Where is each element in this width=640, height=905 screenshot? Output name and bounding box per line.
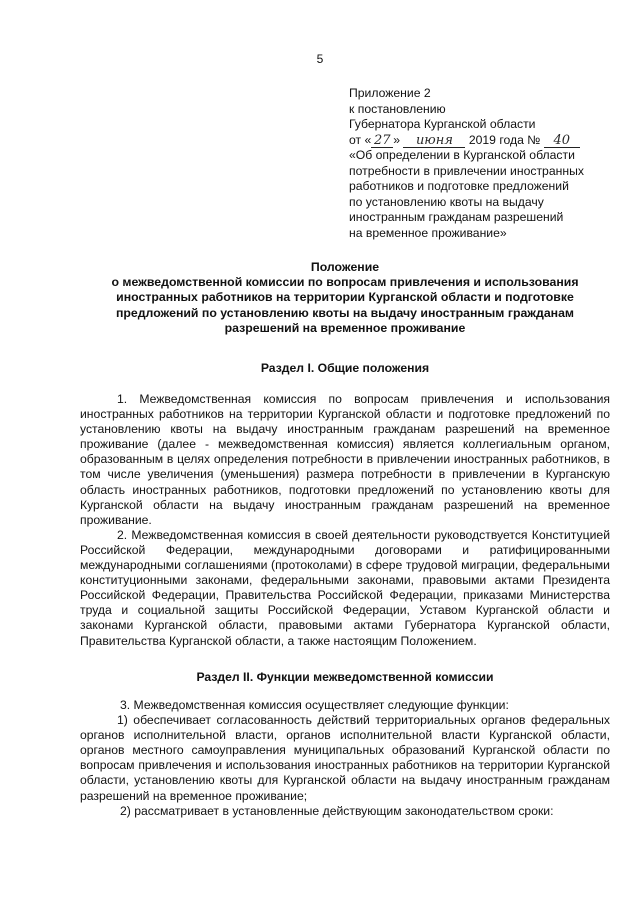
date-prefix: от « xyxy=(349,132,372,147)
handwritten-month: июня xyxy=(403,134,465,148)
document-title-line: о межведомственной комиссии по вопросам привлечения и использования xyxy=(111,275,579,290)
date-quote-close: » xyxy=(393,132,401,147)
appendix-issuer: Губернатора Курганской области xyxy=(349,117,536,131)
appendix-title-line: «Об определении в Курганской области xyxy=(349,148,575,162)
handwritten-day: 27 xyxy=(371,134,393,148)
appendix-title-line: на временное проживание» xyxy=(349,225,507,240)
paragraph-2: 2. Межведомственная комиссия в своей деятельности руководствуется Конституцией Российской Федерации, международными договорами и ратифицированными международными соглашениями (протоколами) в сфере трудовой миграции, федеральными конституционными законами, федеральными законами, правовыми актами Президента Российской Федерации, Правительства Российской Федерации, приказами Министерства труда и социальной защиты Российской Федерации, Уставом Курганской области и законами Курганской области, правовыми актами Губернатора Курганской области, Правительства Курганской области, а также настоящим Положением. xyxy=(80,527,610,648)
section-2-body xyxy=(80,698,610,819)
handwritten-number: 40 xyxy=(544,134,580,148)
document-title-heading: Положение xyxy=(310,260,380,274)
appendix-block xyxy=(349,86,611,241)
appendix-date-line xyxy=(349,133,611,149)
appendix-title-line: потребности в привлечении иностранных xyxy=(349,163,584,178)
appendix-title-line: работников и подготовке предложений xyxy=(349,179,569,193)
paragraph-3-item-1: 1) обеспечивает согласованность действий территориальных органов федеральных органов исполнительной власти, органов исполнительной власти Курганской области, органов местного самоуправления муниципальных образований Курганской области по вопросам привлечения и использования иностранных работников на территории Курганской области, установлению квоты для Курганской области на выдачу иностранным гражданам разрешений на временное проживание; xyxy=(80,713,610,803)
appendix-label: Приложение 2 xyxy=(349,86,431,100)
date-year-text: 2019 года № xyxy=(468,132,541,147)
appendix-title-line: по установлению квоты на выдачу xyxy=(349,194,544,209)
section-1-body xyxy=(80,392,610,649)
appendix-title-line: иностранным гражданам разрешений xyxy=(349,210,564,224)
document-title-line: иностранных работников на территории Курганской области и подготовке xyxy=(116,290,574,305)
document-title xyxy=(80,260,610,336)
paragraph-3: 3. Межведомственная комиссия осуществляет следующие функции: xyxy=(120,698,509,712)
section-2-heading: Раздел II. Функции межведомственной комиссии xyxy=(196,670,494,684)
paragraph-3-item-2: 2) рассматривает в установленные действующим законодательством сроки: xyxy=(120,803,554,818)
page-number: 5 xyxy=(316,52,324,66)
paragraph-1: 1. Межведомственная комиссия по вопросам привлечения и использования иностранных работников на территории Курганской области и подготовке предложений по установлению квоты на выдачу иностранным гражданам разрешений на временное проживание (далее - межведомственная комиссия) является коллегиальным органом, образованным в целях определения потребности в привлечении иностранных работников, в том числе увеличения (уменьшения) размера потребности в привлечении в Курганскую область иностранных работников, подготовки предложений по установлению квоты для Курганской области на выдачу иностранным гражданам разрешений на временное проживание. xyxy=(80,392,610,527)
document-title-line: разрешений на временное проживание xyxy=(224,320,466,335)
appendix-to-resolution: к постановлению xyxy=(349,101,446,116)
document-title-line: предложений по установлению квоты на выдачу иностранным гражданам xyxy=(115,305,575,320)
section-1-heading: Раздел I. Общие положения xyxy=(260,361,430,375)
